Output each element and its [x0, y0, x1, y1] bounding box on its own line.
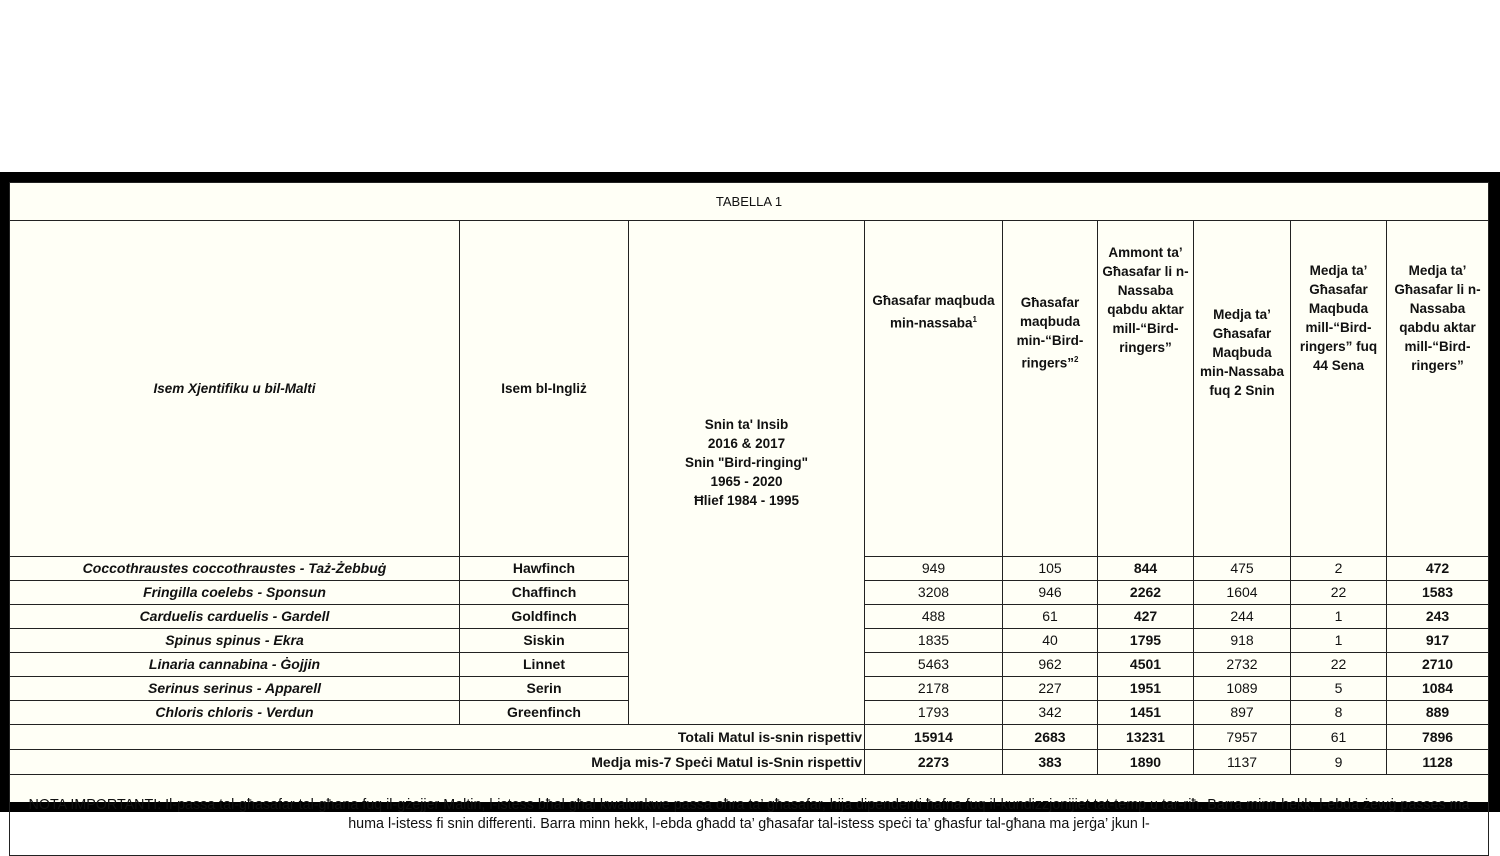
totals-avg-difference: 7896	[1387, 725, 1489, 750]
difference-count: 1451	[1098, 701, 1194, 725]
english-name: Goldfinch	[460, 605, 629, 629]
ringers-count: 342	[1003, 701, 1098, 725]
avg-ringers: 8	[1291, 701, 1387, 725]
trappers-count: 949	[865, 557, 1003, 581]
difference-count: 1795	[1098, 629, 1194, 653]
avg-ringers: 1	[1291, 629, 1387, 653]
ringers-count: 40	[1003, 629, 1098, 653]
avg-trappers: 1604	[1194, 581, 1291, 605]
trappers-count: 488	[865, 605, 1003, 629]
avg-ringers: 22	[1291, 581, 1387, 605]
english-name: Greenfinch	[460, 701, 629, 725]
header-avg-ringers: Medja ta’ Għasafar Maqbuda mill-“Bird-ringers” fuq 44 Sena	[1291, 221, 1387, 557]
header-scientific-name: Isem Xjentifiku u bil-Malti	[10, 221, 460, 557]
totals-avg-trappers: 7957	[1194, 725, 1291, 750]
trappers-count: 5463	[865, 653, 1003, 677]
scientific-name: Fringilla coelebs - Sponsun	[10, 581, 460, 605]
averages-avg-ringers: 9	[1291, 750, 1387, 775]
totals-difference: 13231	[1098, 725, 1194, 750]
averages-difference: 1890	[1098, 750, 1194, 775]
averages-avg-trappers: 1137	[1194, 750, 1291, 775]
avg-difference: 1583	[1387, 581, 1489, 605]
english-name: Hawfinch	[460, 557, 629, 581]
english-name: Siskin	[460, 629, 629, 653]
english-name: Linnet	[460, 653, 629, 677]
totals-label: Totali Matul is-snin rispettiv	[10, 725, 865, 750]
averages-trappers: 2273	[865, 750, 1003, 775]
trappers-count: 2178	[865, 677, 1003, 701]
avg-trappers: 2732	[1194, 653, 1291, 677]
years-block	[629, 221, 865, 725]
averages-avg-difference: 1128	[1387, 750, 1489, 775]
trappers-count: 3208	[865, 581, 1003, 605]
header-more-by-trappers: Ammont ta’ Għasafar li n-Nassaba qabdu aktar mill-“Bird-ringers”	[1098, 221, 1194, 557]
avg-trappers: 897	[1194, 701, 1291, 725]
avg-ringers: 22	[1291, 653, 1387, 677]
ringers-count: 946	[1003, 581, 1098, 605]
difference-count: 2262	[1098, 581, 1194, 605]
avg-difference: 2710	[1387, 653, 1489, 677]
header-avg-more: Medja ta’ Għasafar li n-Nassaba qabdu aktar mill-“Bird-ringers”	[1387, 221, 1489, 557]
avg-difference: 889	[1387, 701, 1489, 725]
avg-ringers: 5	[1291, 677, 1387, 701]
avg-difference: 472	[1387, 557, 1489, 581]
scientific-name: Carduelis carduelis - Gardell	[10, 605, 460, 629]
avg-difference: 917	[1387, 629, 1489, 653]
years-line2: 2016 & 2017	[707, 436, 786, 451]
header-avg-trappers: Medja ta’ Għasafar Maqbuda min-Nassaba fuq 2 Snin	[1194, 221, 1291, 557]
english-name: Serin	[460, 677, 629, 701]
difference-count: 427	[1098, 605, 1194, 629]
important-note: NOTA IMPORTANTI: Il-passa tal-għasafar tal-għana fuq il-gżejjer Maltin, l-istess bħal għal kwalunkwe passa oħra ta’ għasafar, hija dipendenti ħafna fuq il-kundizzjonijiet tat-temp u tar-riħ. Barra minn hekk, l-ebda żewġ passes ma huma l-istess fi snin differenti. Barra minn hekk, l-ebda għadd ta’ għasafar tal-istess speċi ta’ għasfur tal-għana ma jerġa’ jkun l-	[10, 775, 1489, 856]
difference-count: 1951	[1098, 677, 1194, 701]
years-line5: Ħlief 1984 - 1995	[693, 493, 800, 508]
totals-row	[10, 725, 1489, 750]
ringers-count: 61	[1003, 605, 1098, 629]
averages-label: Medja mis-7 Speċi Matul is-Snin rispettiv	[10, 750, 865, 775]
english-name: Chaffinch	[460, 581, 629, 605]
table-title: TABELLA 1	[10, 183, 1489, 221]
scientific-name: Coccothraustes coccothraustes - Taż-Żebbuġ	[10, 557, 460, 581]
scientific-name: Linaria cannabina - Ġojjin	[10, 653, 460, 677]
years-line3: Snin "Bird-ringing"	[684, 455, 809, 470]
scientific-name: Spinus spinus - Ekra	[10, 629, 460, 653]
avg-trappers: 918	[1194, 629, 1291, 653]
years-line4: 1965 - 2020	[710, 474, 783, 489]
avg-trappers: 1089	[1194, 677, 1291, 701]
scientific-name: Serinus serinus - Apparell	[10, 677, 460, 701]
header-english-name: Isem bl-Ingliż	[460, 221, 629, 557]
trappers-count: 1793	[865, 701, 1003, 725]
totals-trappers: 15914	[865, 725, 1003, 750]
totals-ringers: 2683	[1003, 725, 1098, 750]
difference-count: 4501	[1098, 653, 1194, 677]
ringers-count: 105	[1003, 557, 1098, 581]
avg-ringers: 1	[1291, 605, 1387, 629]
avg-difference: 243	[1387, 605, 1489, 629]
avg-ringers: 2	[1291, 557, 1387, 581]
ringers-count: 227	[1003, 677, 1098, 701]
trappers-count: 1835	[865, 629, 1003, 653]
avg-difference: 1084	[1387, 677, 1489, 701]
avg-trappers: 475	[1194, 557, 1291, 581]
averages-ringers: 383	[1003, 750, 1098, 775]
ringers-count: 962	[1003, 653, 1098, 677]
header-caught-trappers: Għasafar maqbuda min-nassaba$^1$	[865, 221, 1003, 557]
bird-catch-table	[9, 182, 1489, 856]
averages-row	[10, 750, 1489, 775]
scientific-name: Chloris chloris - Verdun	[10, 701, 460, 725]
difference-count: 844	[1098, 557, 1194, 581]
totals-avg-ringers: 61	[1291, 725, 1387, 750]
avg-trappers: 244	[1194, 605, 1291, 629]
header-caught-ringers: Għasafar maqbuda min-“Bird-ringers”$^2$	[1003, 221, 1098, 557]
years-line1: Snin ta' Insib	[704, 417, 789, 432]
